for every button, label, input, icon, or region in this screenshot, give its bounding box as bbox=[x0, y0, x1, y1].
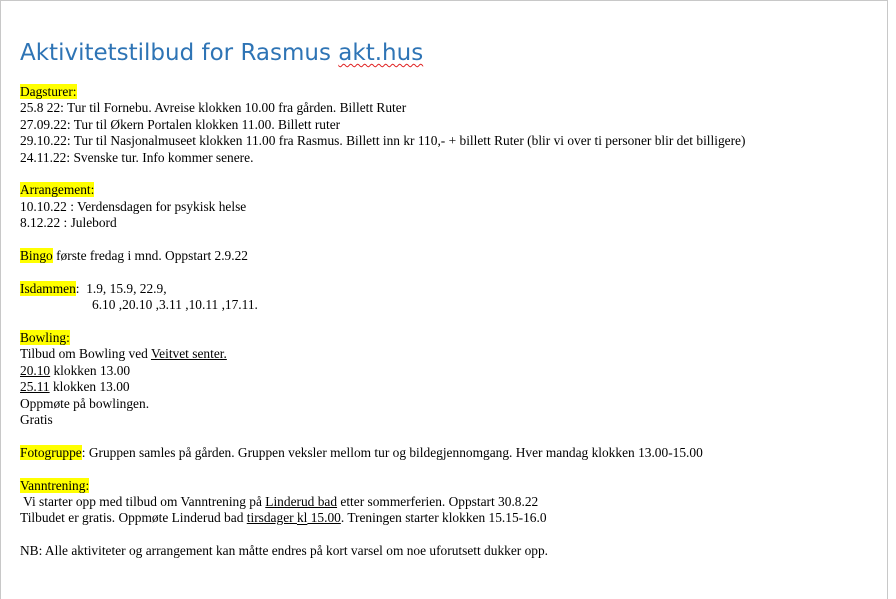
text-line: 27.09.22: Tur til Økern Portalen klokken 11.00. Billett ruter bbox=[20, 116, 341, 132]
document-body[interactable] bbox=[20, 36, 880, 560]
text-span: . Treningen starter klokken 15.15-16.0 bbox=[340, 510, 547, 526]
text-line bbox=[20, 379, 880, 395]
heading-text: Vanntrening: bbox=[20, 477, 90, 493]
text-span: Tilbud om Bowling ved bbox=[20, 346, 151, 362]
heading-text: Isdammen bbox=[20, 280, 76, 296]
text-line: Oppmøte på bowlingen. bbox=[20, 395, 150, 411]
text-line: 29.10.22: Tur til Nasjonalmuseet klokken 11.00 fra Rasmus. Billett inn kr 110,- + billett Ruter (blir vi over ti personer blir det billigere) bbox=[20, 133, 746, 149]
section-heading-arrangement bbox=[20, 182, 880, 198]
text-line: 24.11.22: Svenske tur. Info kommer senere. bbox=[20, 149, 254, 165]
heading-text: Bowling: bbox=[20, 330, 70, 346]
text-line: 25.8 22: Tur til Fornebu. Avreise klokken 10.00 fra gården. Billett Ruter bbox=[20, 100, 407, 116]
underlined-text: Veitvet senter. bbox=[150, 346, 227, 362]
section-isdammen bbox=[20, 281, 880, 297]
text-span: første fredag i mnd. Oppstart 2.9.22 bbox=[52, 248, 248, 264]
underlined-text: 15.00 bbox=[307, 510, 341, 526]
heading-text: Bingo bbox=[20, 248, 53, 264]
section-bingo bbox=[20, 248, 880, 264]
text-span: etter sommerferien. Oppstart 30.8.22 bbox=[337, 494, 539, 510]
document-title bbox=[20, 36, 880, 70]
text-span: klokken 13.00 bbox=[49, 379, 130, 395]
title-text: Aktivitetstilbud for Rasmus bbox=[20, 40, 339, 66]
text-span: : 1.9, 15.9, 22.9, bbox=[75, 280, 167, 296]
heading-text: Arrangement: bbox=[20, 182, 95, 198]
section-heading-dagsturer bbox=[20, 84, 880, 100]
text-span: Tilbudet er gratis. Oppmøte Linderud bad bbox=[20, 510, 247, 526]
title-misspelled-word[interactable]: akt.hus bbox=[338, 40, 424, 66]
text-span: : Gruppen samles på gården. Gruppen veksler mellom tur og bildegjennomgang. Hver mandag klokken 13.00-15.00 bbox=[81, 444, 703, 460]
text-span: Vi starter opp med tilbud om Vanntrening på bbox=[20, 494, 266, 510]
underlined-text: 25.11 bbox=[20, 379, 50, 395]
text-line bbox=[20, 363, 880, 379]
heading-text: Dagsturer: bbox=[20, 84, 77, 99]
section-heading-bowling bbox=[20, 330, 880, 346]
underlined-text: tirsdager bbox=[246, 510, 297, 526]
text-line: Gratis bbox=[20, 412, 53, 428]
text-line: 6.10 ,20.10 ,3.11 ,10.11 ,17.11. bbox=[92, 297, 258, 313]
text-line: 8.12.22 : Julebord bbox=[20, 215, 117, 231]
underlined-text: 20.10 bbox=[20, 362, 51, 378]
heading-text: Fotogruppe bbox=[20, 444, 82, 460]
footer-note: NB: Alle aktiviteter og arrangement kan måtte endres på kort varsel om noe uforutsett dukker opp. bbox=[20, 543, 549, 559]
section-fotogruppe bbox=[20, 445, 880, 461]
text-line bbox=[20, 510, 880, 526]
text-line: 10.10.22 : Verdensdagen for psykisk helse bbox=[20, 198, 247, 214]
section-heading-vanntrening bbox=[20, 478, 880, 494]
misspelled-word[interactable]: kl bbox=[296, 510, 308, 526]
text-line bbox=[20, 346, 880, 362]
text-span: klokken 13.00 bbox=[50, 362, 131, 378]
underlined-text: Linderud bad bbox=[265, 494, 338, 510]
text-line bbox=[20, 494, 880, 510]
